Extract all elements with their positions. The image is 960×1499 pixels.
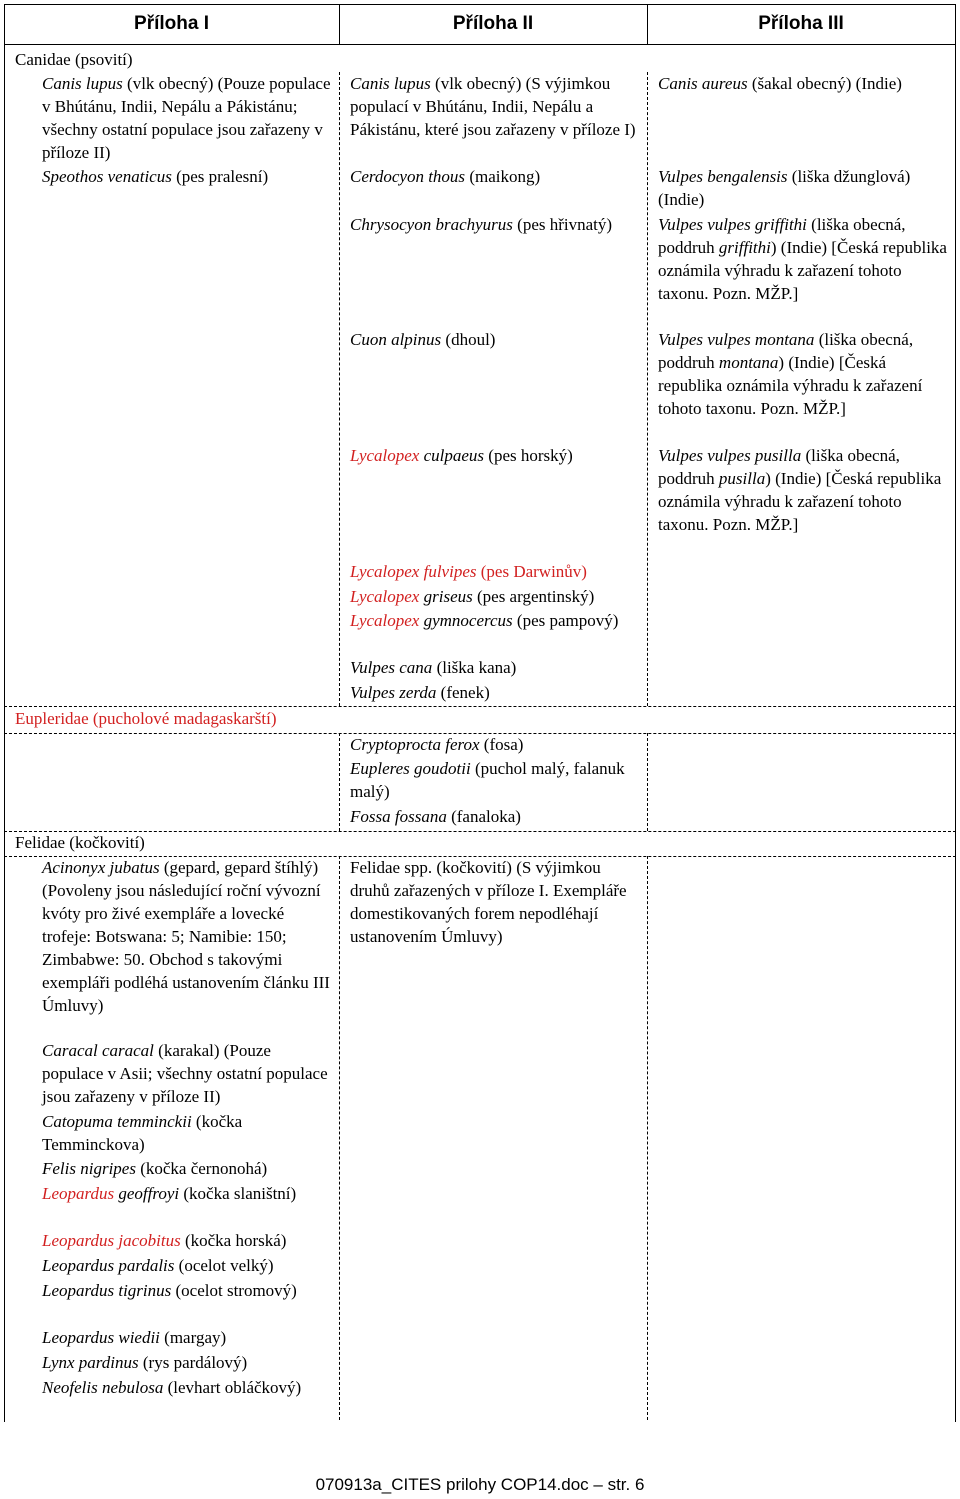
entry-neofelis-nebulosa: Neofelis nebulosa (levhart obláčkový): [42, 1378, 302, 1397]
col-divider-2: [647, 72, 648, 706]
col-divider-1: [339, 856, 340, 1420]
entry-leopardus-geoffroyi: Leopardus geoffroyi (kočka slaništní): [42, 1184, 297, 1203]
entry-lycalopex-culpaeus: Lycalopex culpaeus (pes horský): [350, 446, 573, 465]
entry-speothos-venaticus: Speothos venaticus (pes pralesní): [42, 167, 269, 186]
entry-vulpes-zerda: Vulpes zerda (fenek): [350, 683, 490, 702]
header-bottom-border: [4, 44, 956, 45]
entry-vulpes-vulpes-griffithi: Vulpes vulpes griffithi (liška obecná, poddruh griffithi) (Indie) [Česká republika oznámila výhradu k zařazení tohoto taxonu. Pozn. MŽP.]: [658, 215, 947, 303]
entry-lycalopex-fulvipes: Lycalopex fulvipes (pes Darwinův): [350, 562, 587, 581]
entry-leopardus-tigrinus: Leopardus tigrinus (ocelot stromový): [42, 1281, 297, 1300]
entry-vulpes-vulpes-pusilla: Vulpes vulpes pusilla (liška obecná, poddruh pusilla) (Indie) [Česká republika oznámila výhradu k zařazení tohoto taxonu. Pozn. MŽP.]: [658, 446, 942, 534]
table-right-border: [955, 4, 956, 1422]
entry-canis-lupus-app2: Canis lupus (vlk obecný) (S výjimkou populací v Bhútánu, Indii, Nepálu a Pákistánu, které jsou zařazeny v příloze I): [350, 74, 636, 139]
entry-fossa-fossana: Fossa fossana (fanaloka): [350, 807, 521, 826]
table-left-border: [4, 4, 5, 1422]
entry-chrysocyon-brachyurus: Chrysocyon brachyurus (pes hřivnatý): [350, 215, 613, 234]
entry-felis-nigripes: Felis nigripes (kočka černonohá): [42, 1159, 268, 1178]
header-priloha-1: Příloha I: [134, 13, 209, 34]
entry-cuon-alpinus: Cuon alpinus (dhoul): [350, 330, 496, 349]
entry-vulpes-bengalensis: Vulpes bengalensis (liška džunglová) (Indie): [658, 167, 911, 209]
entry-leopardus-jacobitus: Leopardus jacobitus (kočka horská): [42, 1231, 287, 1250]
family-felidae: Felidae (kočkovití): [15, 833, 145, 852]
entry-felidae-spp: Felidae spp. (kočkovití) (S výjimkou druhů zařazených v příloze I. Exempláře domestikovaných forem nepodléhají ustanovením Úmluvy): [350, 858, 627, 946]
col-divider-1: [339, 733, 340, 831]
col-divider-2: [647, 733, 648, 831]
entry-acinonyx-jubatus: Acinonyx jubatus (gepard, gepard štíhlý) (Povoleny jsou následující roční vývozní kvóty pro živé exempláře a lovecké trofeje: Botswana: 5; Namibie: 150; Zimbabwe: 50. Obchod s takovými exempláři podléhá ustanovením článku III Úmluvy): [42, 858, 330, 1015]
col-divider-2: [647, 856, 648, 1420]
entry-eupleres-goudotii: Eupleres goudotii (puchol malý, falanuk malý): [350, 759, 625, 801]
entry-lycalopex-gymnocercus: Lycalopex gymnocercus (pes pampový): [350, 611, 619, 630]
header-priloha-3: Příloha III: [758, 13, 844, 34]
entry-vulpes-vulpes-montana: Vulpes vulpes montana (liška obecná, poddruh montana) (Indie) [Česká republika oznámila výhradu k zařazení tohoto taxonu. Pozn. MŽP.]: [658, 330, 923, 418]
family-eupleridae: Eupleridae (pucholové madagaskarští): [15, 709, 277, 728]
page-footer: 070913a_CITES prilohy COP14.doc – str. 6: [315, 1475, 645, 1494]
entry-vulpes-cana: Vulpes cana (liška kana): [350, 658, 517, 677]
entry-leopardus-pardalis: Leopardus pardalis (ocelot velký): [42, 1256, 274, 1275]
entry-lycalopex-griseus: Lycalopex griseus (pes argentinský): [350, 587, 595, 606]
entry-catopuma-temminckii: Catopuma temminckii (kočka Temminckova): [42, 1112, 243, 1154]
entry-canis-aureus: Canis aureus (šakal obecný) (Indie): [658, 74, 902, 93]
entry-cryptoprocta-ferox: Cryptoprocta ferox (fosa): [350, 735, 524, 754]
header-priloha-2: Příloha II: [452, 13, 534, 34]
table-top-border: [4, 4, 956, 5]
entry-canis-lupus-app1: Canis lupus (vlk obecný) (Pouze populace v Bhútánu, Indii, Nepálu a Pákistánu; všechny ostatní populace jsou zařazeny v příloze II): [42, 74, 331, 162]
col-divider-1: [339, 72, 340, 706]
family-canidae: Canidae (psovití): [15, 50, 133, 69]
entry-caracal-caracal: Caracal caracal (karakal) (Pouze populace v Asii; všechny ostatní populace jsou zařazeny v příloze II): [42, 1041, 328, 1106]
entry-leopardus-wiedii: Leopardus wiedii (margay): [42, 1328, 227, 1347]
entry-cerdocyon-thous: Cerdocyon thous (maikong): [350, 167, 541, 186]
entry-lynx-pardinus: Lynx pardinus (rys pardálový): [42, 1353, 248, 1372]
